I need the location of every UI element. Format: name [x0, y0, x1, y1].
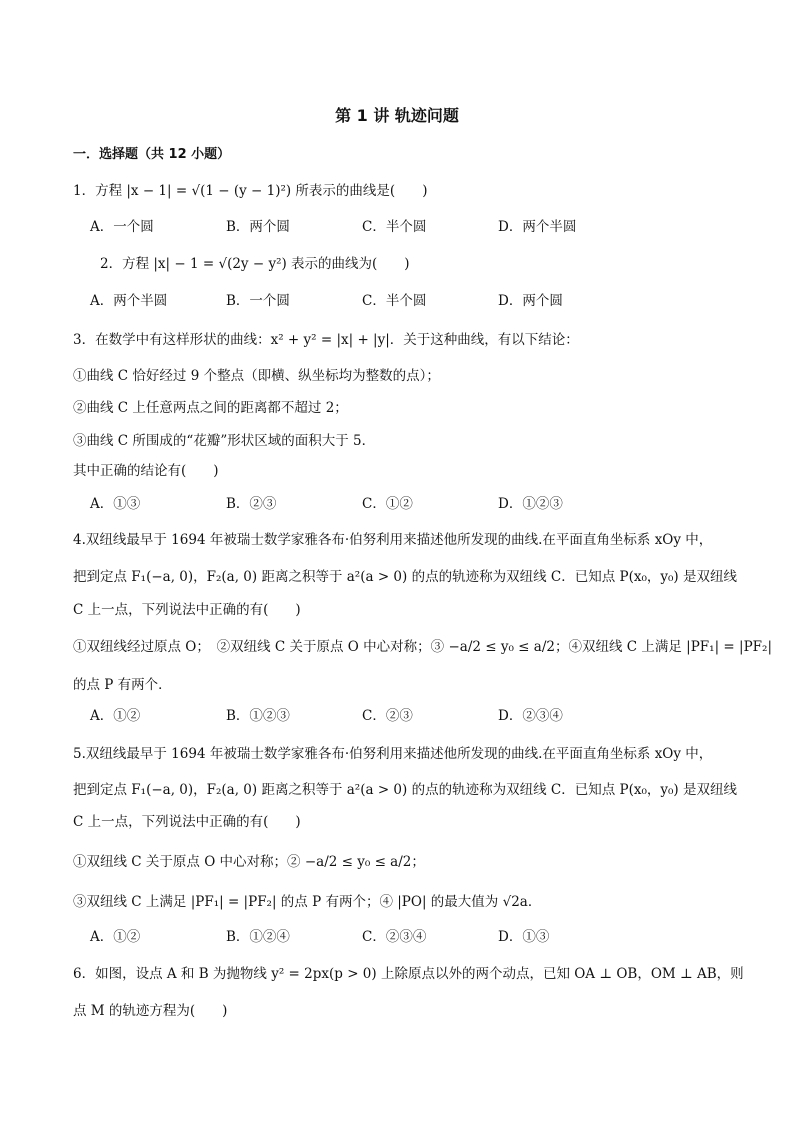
q1-option-b: B．两个圆: [226, 219, 290, 235]
q3-conclusion-2: ②曲线 C 上任意两点之间的距离都不超过 2；: [73, 400, 348, 416]
q3-option-c: C．①②: [362, 496, 413, 512]
q1-option-d: D．两个半圆: [498, 219, 577, 235]
q5-line-2: 把到定点 F₁(−a, 0)，F₂(a, 0) 距离之积等于 a²(a > 0) 的点的轨迹称为双纽线 C．已知点 P(x₀，y₀) 是双纽线: [73, 782, 737, 798]
q2-option-d: D．两个圆: [498, 293, 563, 309]
q1-option-a: A．一个圆: [90, 219, 154, 235]
q6-line-1: 6．如图，设点 A 和 B 为抛物线 y² = 2px(p > 0) 上除原点以外的两个动点，已知 OA ⊥ OB，OM ⊥ AB，则: [73, 966, 744, 982]
page-title: 第 1 讲 轨迹问题: [335, 106, 459, 125]
q1-stem: 1．方程 |x − 1| = √(1 − (y − 1)²) 所表示的曲线是( ): [73, 183, 428, 199]
q1-option-c: C．半个圆: [362, 219, 427, 235]
q4-option-d: D．②③④: [498, 708, 563, 724]
q3-stem: 3．在数学中有这样形状的曲线：x² + y² = |x| + |y|．关于这种曲线，有以下结论：: [73, 332, 579, 348]
q2-options: [90, 291, 634, 311]
q1-options: [90, 217, 634, 237]
section-heading: 一．选择题（共 12 小题）: [73, 147, 231, 162]
q2-stem: 2．方程 |x| − 1 = √(2y − y²) 表示的曲线为( ): [100, 256, 410, 272]
q3-conclusion-3: ③曲线 C 所围成的“花瓣”形状区域的面积大于 5．: [73, 433, 376, 449]
q4-line-5: 的点 P 有两个．: [73, 677, 172, 693]
q5-line-5: ③双纽线 C 上满足 |PF₁| = |PF₂| 的点 P 有两个；④ |PO| 的最大值为 √2a．: [73, 894, 542, 910]
q5-options: [90, 927, 634, 947]
q2-option-b: B．一个圆: [226, 293, 290, 309]
q4-option-a: A．①②: [90, 708, 141, 724]
q3-option-d: D．①②③: [498, 496, 563, 512]
q3-options: [90, 494, 634, 514]
q4-line-4: ①双纽线经过原点 O； ②双纽线 C 关于原点 O 中心对称；③ −a/2 ≤ y₀ ≤ a/2；④双纽线 C 上满足 |PF₁| = |PF₂|: [73, 639, 772, 655]
q5-line-4: ①双纽线 C 关于原点 O 中心对称；② −a/2 ≤ y₀ ≤ a/2；: [73, 854, 425, 870]
q3-conclusion-1: ①曲线 C 恰好经过 9 个整点（即横、纵坐标均为整数的点）；: [73, 368, 440, 384]
q5-option-d: D．①③: [498, 929, 550, 945]
q6-line-2: 点 M 的轨迹方程为( ): [73, 1003, 228, 1019]
q5-line-1: 5.双纽线最早于 1694 年被瑞士数学家雅各布·伯努利用来描述他所发现的曲线.在平面直角坐标系 xOy 中，: [73, 746, 713, 762]
q4-options: [90, 706, 634, 726]
q5-option-c: C．②③④: [362, 929, 427, 945]
q4-line-2: 把到定点 F₁(−a, 0)，F₂(a, 0) 距离之积等于 a²(a > 0) 的点的轨迹称为双纽线 C．已知点 P(x₀，y₀) 是双纽线: [73, 569, 737, 585]
q2-option-a: A．两个半圆: [90, 293, 168, 309]
q3-option-b: B．②③: [226, 496, 277, 512]
q5-line-3: C 上一点，下列说法中正确的有( ): [73, 814, 301, 830]
q4-line-1: 4.双纽线最早于 1694 年被瑞士数学家雅各布·伯努利用来描述他所发现的曲线.在平面直角坐标系 xOy 中，: [73, 532, 713, 548]
q2-option-c: C．半个圆: [362, 293, 427, 309]
q4-option-c: C．②③: [362, 708, 413, 724]
q5-option-b: B．①②④: [226, 929, 290, 945]
q3-ask: 其中正确的结论有( ): [73, 463, 219, 479]
q5-option-a: A．①②: [90, 929, 141, 945]
q4-line-3: C 上一点，下列说法中正确的有( ): [73, 602, 301, 618]
q4-option-b: B．①②③: [226, 708, 290, 724]
q3-option-a: A．①③: [90, 496, 141, 512]
